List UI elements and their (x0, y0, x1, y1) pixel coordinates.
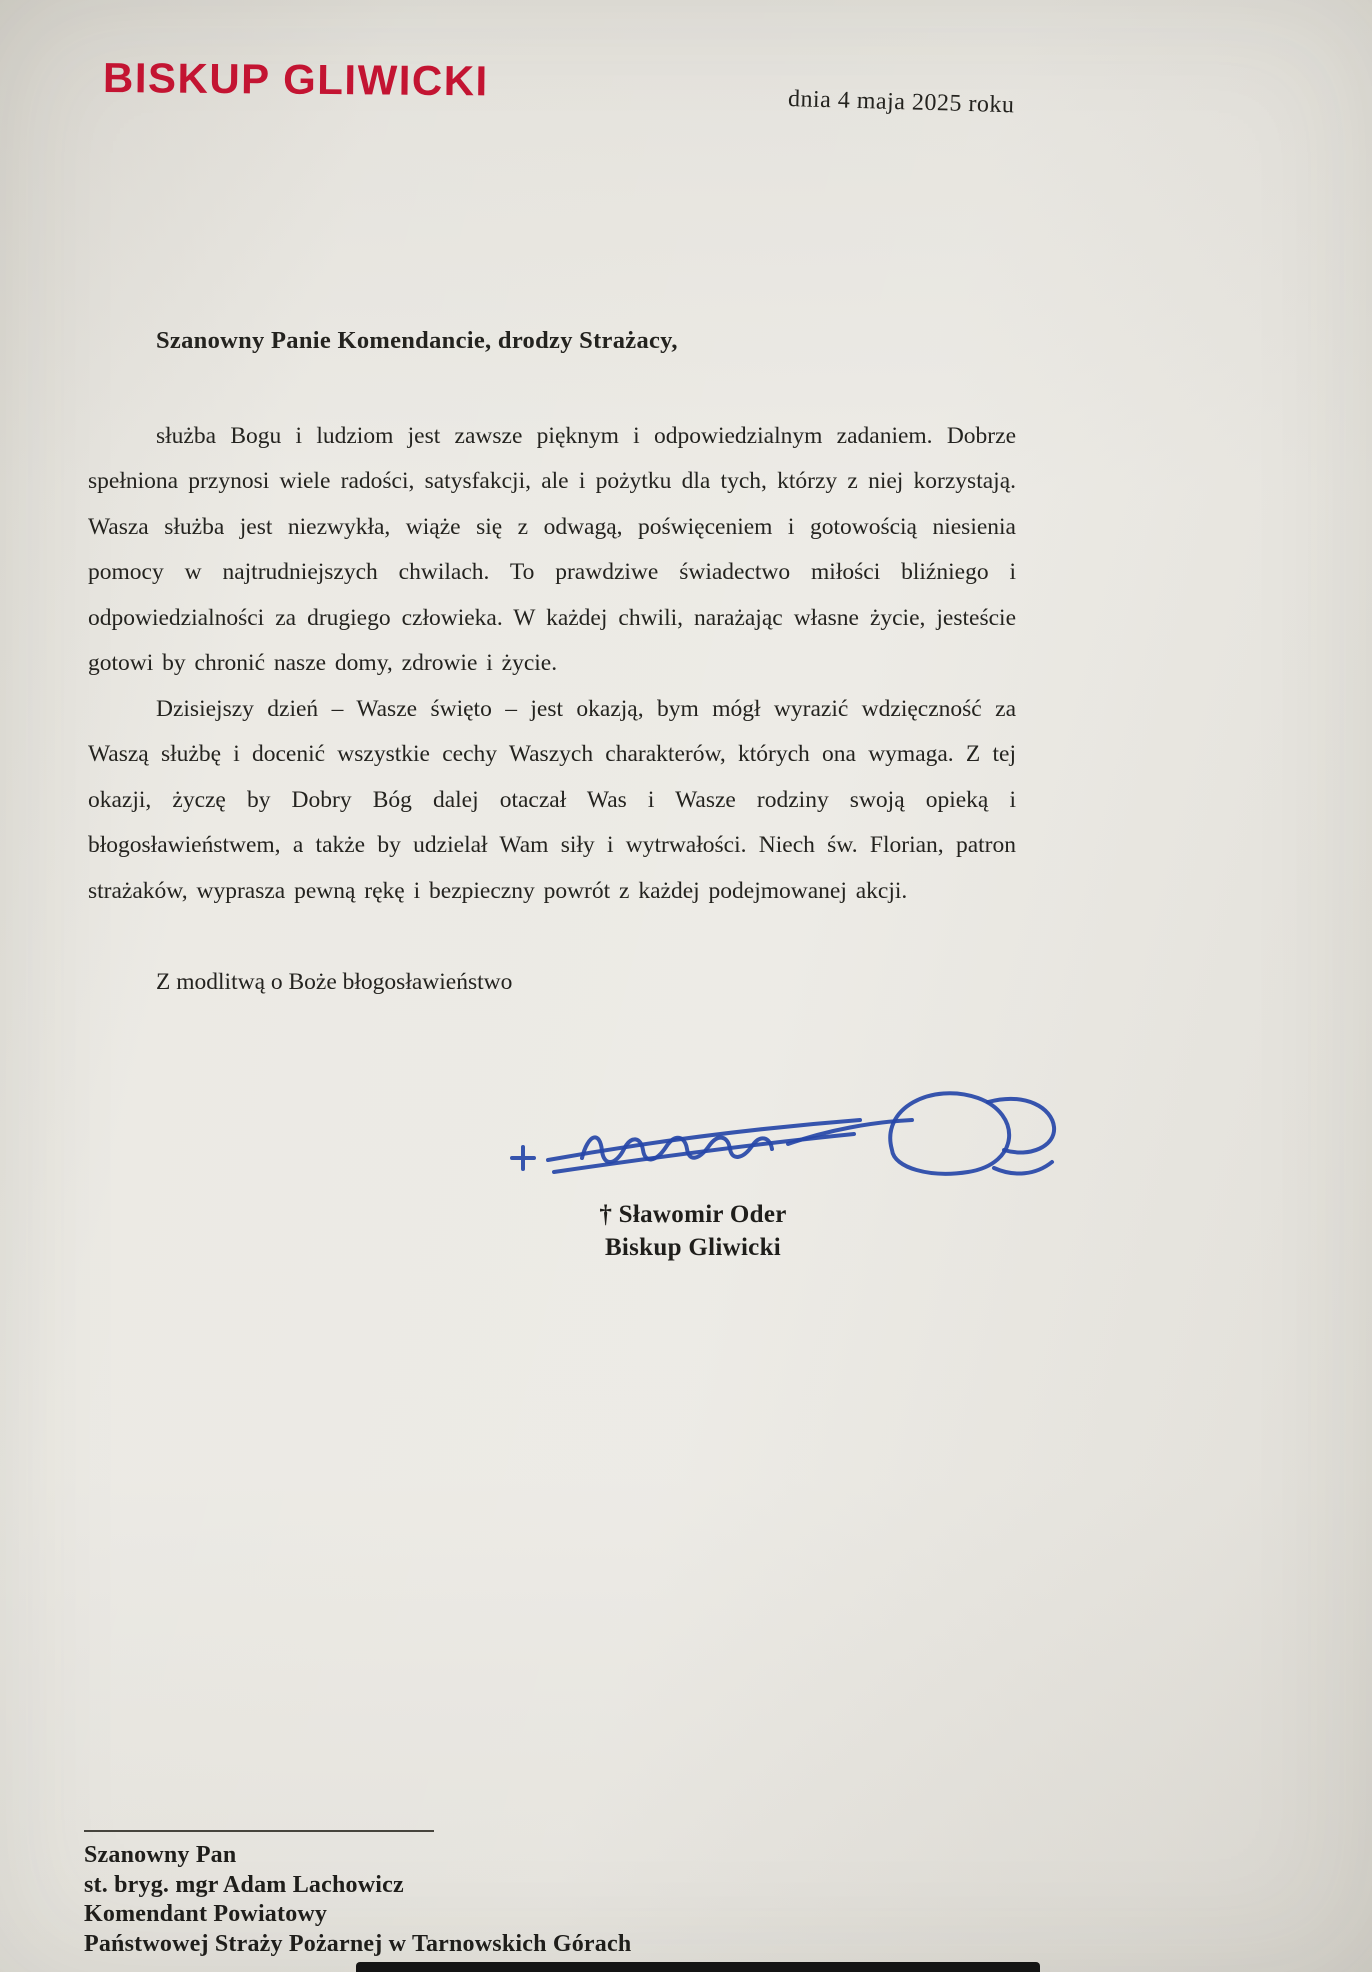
handwritten-signature (488, 1070, 1063, 1202)
letter-date: dnia 4 maja 2025 roku (787, 86, 1015, 119)
signer-name: † Sławomir Oder (599, 1201, 787, 1228)
photo-bottom-edge (356, 1962, 1040, 1972)
letterhead-title: BISKUP GLIWICKI (102, 54, 489, 105)
closing-line: Z modlitwą o Boże błogosławieństwo (156, 969, 513, 995)
salutation: Szanowny Panie Komendancie, drodzy Strażacy, (156, 327, 678, 354)
letter-body (88, 318, 1016, 1006)
recipient-line-role: Komendant Powiatowy (84, 1901, 328, 1927)
paragraph-1: służba Bogu i ludziom jest zawsze pięknym i odpowiedzialnym zadaniem. Dobrze spełniona przynosi wiele radości, satysfakcji, ale i pożytku dla tych, którzy z niej korzystają. Wasza służba jest niezwykła, wiąże się z odwagą, poświęceniem i gotowością niesienia pomocy w najtrudniejszych chwilach. To prawdziwe świadectwo miłości bliźniego i odpowiedzialności za drugiego człowieka. W każdej chwili, narażając własne życie, jesteście gotowi by chronić nasze domy, zdrowie i życie. (88, 422, 1016, 676)
recipient-block (84, 1830, 631, 1959)
recipient-line-organization: Państwowej Straży Pożarnej w Tarnowskich Górach (84, 1930, 632, 1957)
recipient-line-name: st. bryg. mgr Adam Lachowicz (84, 1871, 404, 1898)
recipient-line-honorific: Szanowny Pan (84, 1842, 237, 1868)
signer-title: Biskup Gliwicki (604, 1234, 782, 1261)
signature-block (528, 1198, 858, 1264)
paragraph-2: Dzisiejszy dzień – Wasze święto – jest okazją, bym mógł wyrazić wdzięczność za Waszą służbę i docenić wszystkie cechy Waszych charakterów, których ona wymaga. Z tej okazji, życzę by Dobry Bóg dalej otaczał Was i Wasze rodziny swoją opieką i błogosławieństwem, a także by udzielał Wam siły i wytrwałości. Niech św. Florian, patron strażaków, wyprasza pewną rękę i bezpieczny powrót z każdej podejmowanej akcji. (88, 695, 1016, 904)
recipient-divider (84, 1830, 434, 1832)
